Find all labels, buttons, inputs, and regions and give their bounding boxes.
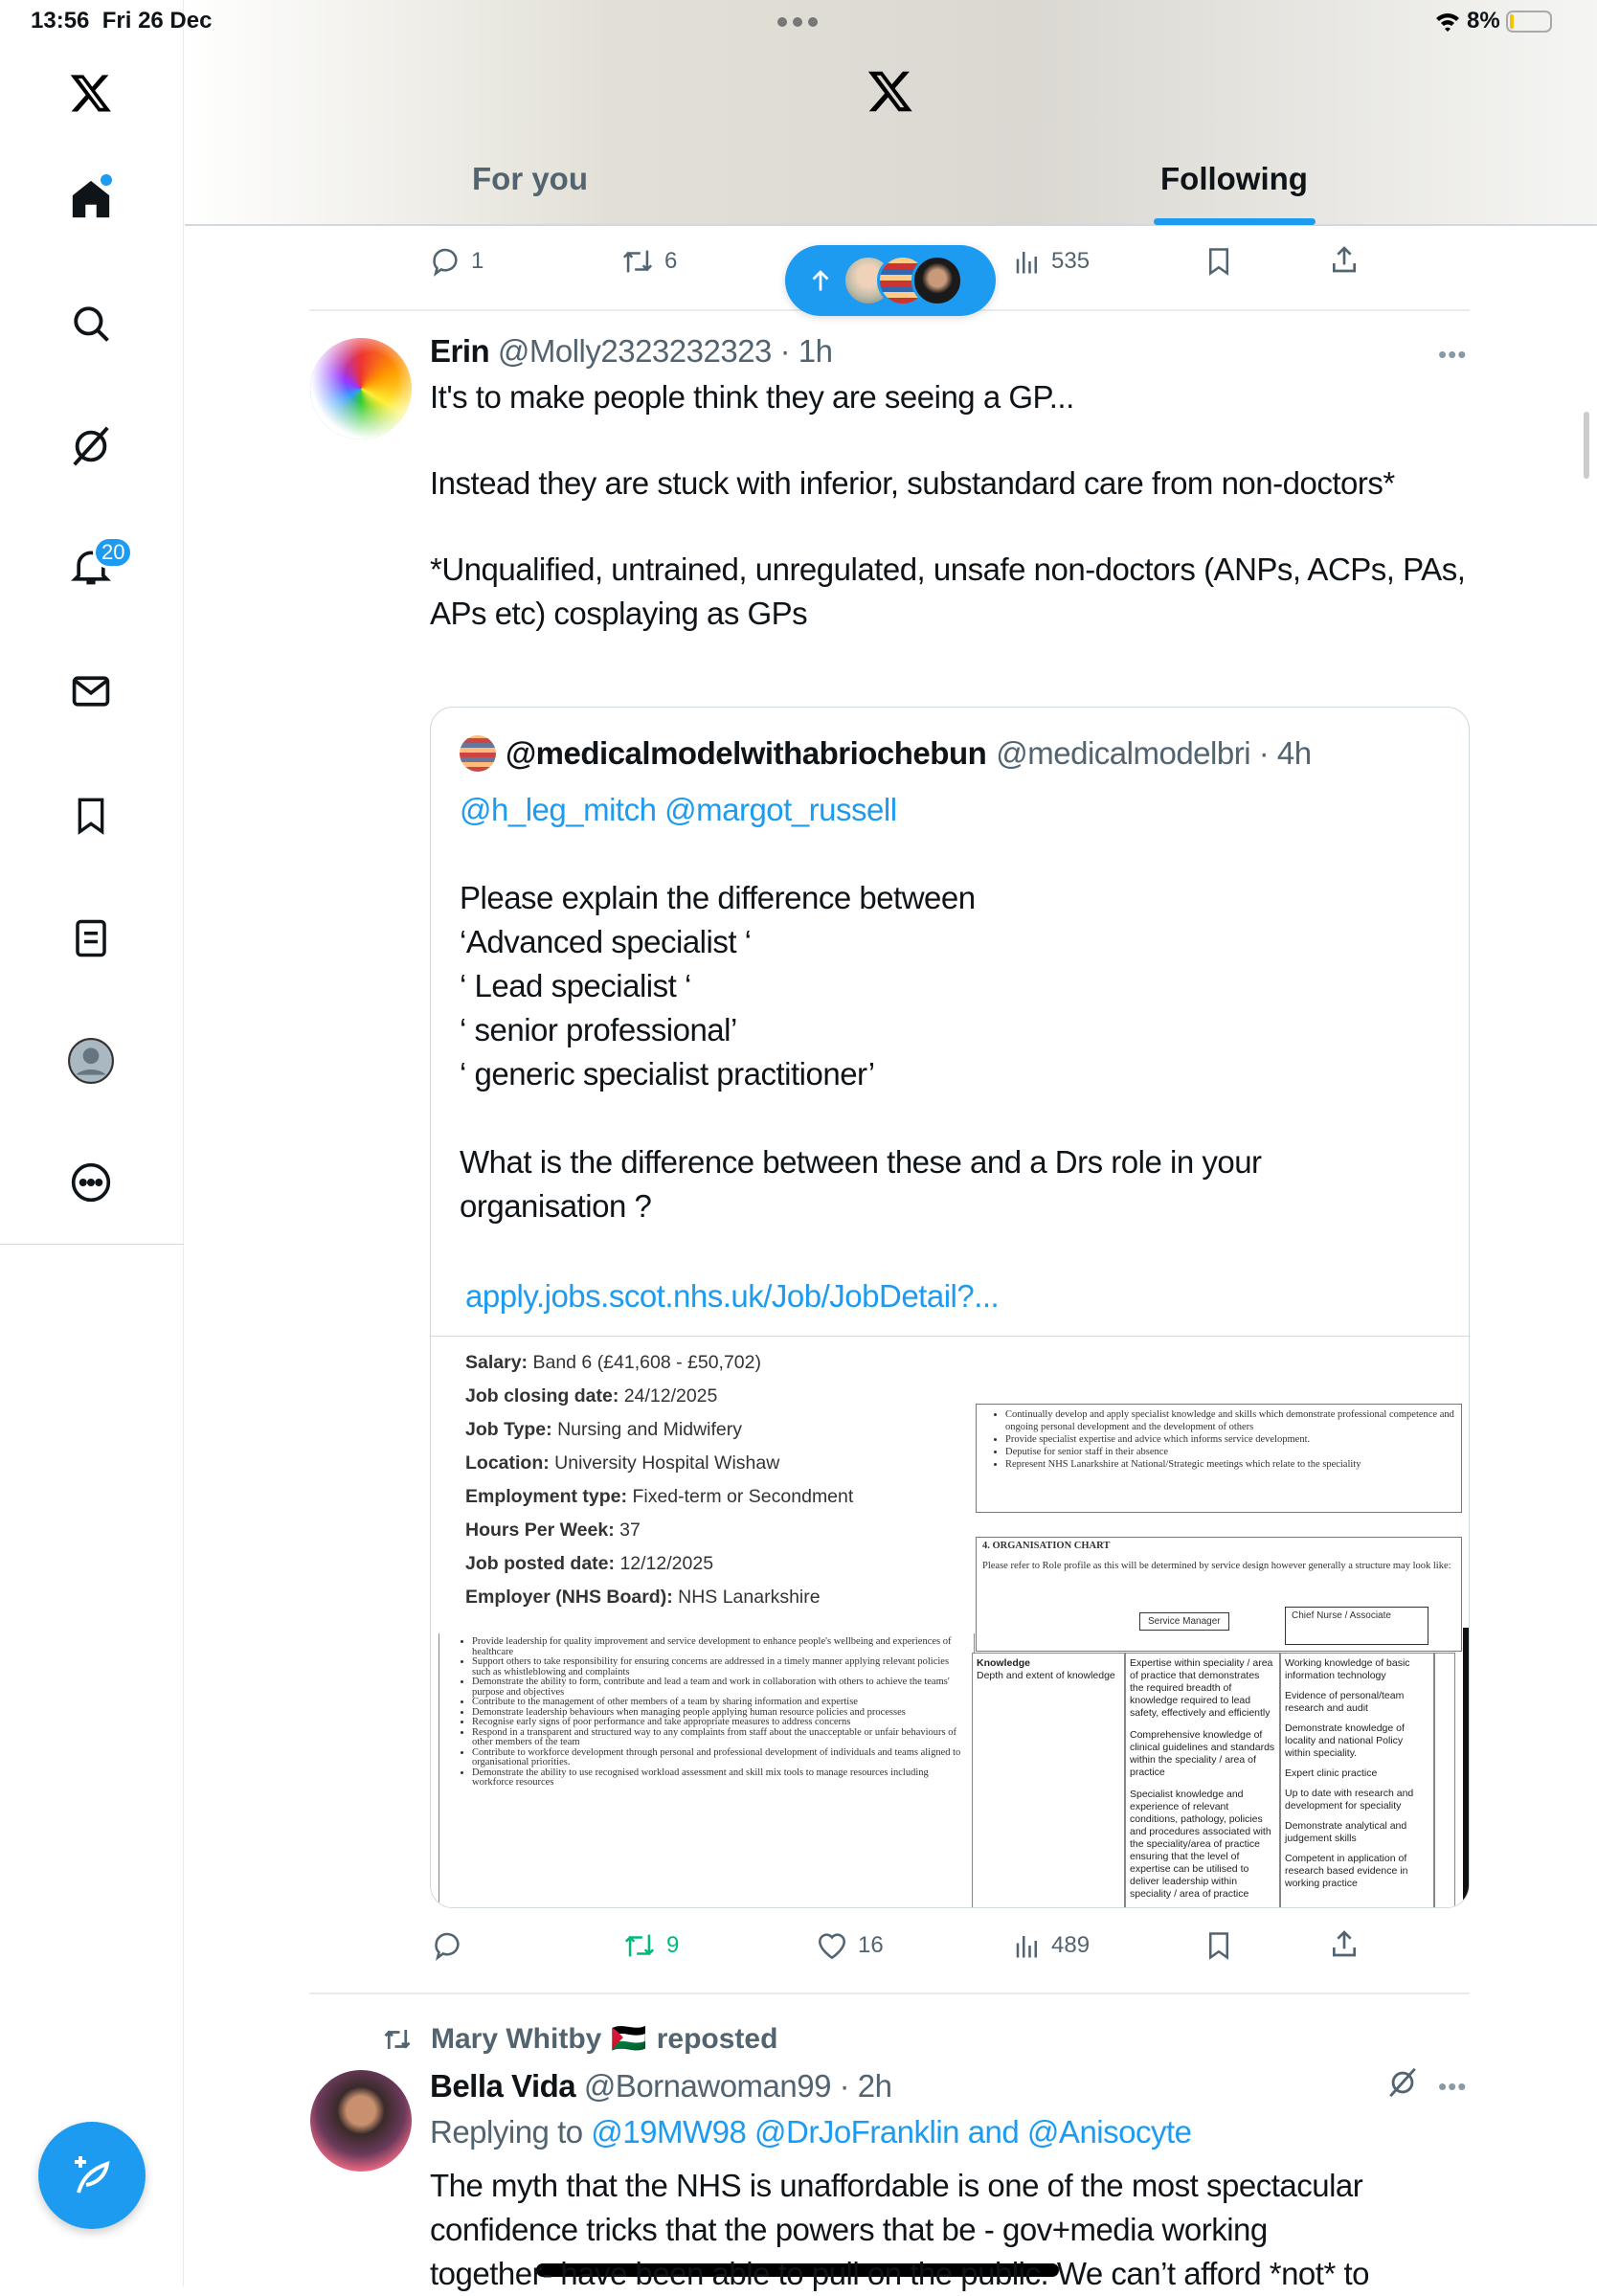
timestamp[interactable]: 1h — [798, 333, 833, 369]
multitasking-dots-icon[interactable] — [777, 17, 818, 27]
repost-icon — [620, 245, 655, 278]
tab-for-you[interactable]: For you — [472, 161, 588, 196]
tweet-header: Bella Vida @Bornawoman99 · 2h — [430, 2068, 892, 2104]
author-handle[interactable]: @Molly2323232323 — [497, 333, 772, 369]
timestamp[interactable]: 2h — [857, 2068, 892, 2104]
org-chart-box: 4. ORGANISATION CHART Please refer to Role profile as this will be determined by service design however generally a structure may look like: Service Manager Chief Nurse / Associate — [976, 1537, 1462, 1652]
lists-icon[interactable] — [64, 912, 118, 965]
more-options-icon[interactable] — [64, 1156, 118, 1209]
share-icon — [1329, 243, 1360, 276]
author-name[interactable]: Bella Vida — [430, 2068, 576, 2104]
x-logo-icon[interactable] — [64, 66, 118, 120]
profile-avatar-icon[interactable] — [64, 1034, 118, 1088]
duties-box: • Continually develop and apply specialist knowledge and skills which demonstrate professional competence and ongoing personal development and the development of others • Provide specialist expertise and advice which informs service development. • Deputise for senior staff in their absence • Represent NHS Lanarkshire at National/Strategic meetings which relate to the speciality — [976, 1404, 1462, 1513]
tweet-text: It's to make people think they are seeing a GP... Instead they are stuck with inferior, substandard care from non-doctors* *Unqualified, untrained, unregulated, unsafe non-doctors (ANPs, ACPs, PAs, APs etc) cosplaying as GPs — [430, 379, 1466, 631]
avatar[interactable] — [310, 2070, 412, 2172]
feather-plus-icon — [69, 2152, 115, 2198]
quoted-author-name: @medicalmodelwithabriochebun — [506, 735, 987, 771]
timeline-header — [185, 0, 1597, 226]
leadership-list: • Provide leadership for quality improvement and service development to enhance people's wellbeing and experiences of healthcare • Support others to take responsibility for ensuring concerns are addressed in a timely manner applying relevant policies such as whistleblowing and complaints • Demonstrate the ability to form, contribute and lead a team and work in collaboration with others to achieve the teams' purpose and objectives • Contribute to the management of other members of a team by sharing information and expertise • Demonstrate leadership behaviours when managing people applying human resource policies and processes • Recognise early signs of poor performance and take appropriate measures to address concerns • Respond in a transparent and structured way to any complaints from staff about the unacceptable or unfair behaviours of other members of the team • Contribute to workforce development through personal and professional development of individuals and teams aligned to organisational priorities. • Demonstrate the ability to use recognised workload assessment and skill mix tools to manage resources including workforce resources — [439, 1633, 975, 1908]
views-button[interactable]: 489 — [1013, 1929, 1090, 1962]
replying-to: Replying to @19MW98 @DrJoFranklin and @Anisocyte — [430, 2114, 1192, 2150]
sidebar-nav — [0, 0, 184, 1245]
grok-icon[interactable] — [1386, 2066, 1419, 2104]
reply-button[interactable]: 1 — [429, 245, 484, 278]
bookmark-icon — [1204, 1929, 1233, 1962]
views-chart-icon — [1013, 245, 1042, 278]
like-button[interactable]: 16 — [816, 1929, 884, 1962]
avatar — [911, 255, 963, 306]
avatar[interactable] — [310, 338, 412, 439]
search-icon[interactable] — [64, 297, 118, 350]
tab-following[interactable]: Following — [1160, 161, 1308, 196]
status-time: 13:56 Fri 26 Dec — [31, 8, 213, 34]
reply-icon — [431, 1929, 463, 1962]
more-options-icon[interactable]: ••• — [1438, 2072, 1468, 2101]
reply-icon — [429, 245, 461, 278]
repost-button[interactable]: 9 — [622, 1929, 679, 1962]
quoted-text: Please explain the difference between ‘Advanced specialist ‘ ‘ Lead specialist ‘ ‘ senior professional’ ‘ generic specialist practitioner’ What is the difference between these and a Drs role in your organisation ? — [460, 880, 1262, 1224]
reposted-by[interactable]: Mary Whitby 🇵🇸 reposted — [381, 2022, 777, 2056]
grok-icon[interactable] — [64, 419, 118, 473]
arrow-up-icon — [812, 269, 829, 292]
avatar — [460, 735, 496, 772]
quoted-author-handle: @medicalmodelbri — [996, 735, 1251, 771]
battery-percent: 8% — [1467, 8, 1500, 34]
author-name[interactable]: Erin — [430, 333, 490, 369]
tweet-text: The myth that the NHS is unaffordable is one of the most spectacular confidence tricks that the powers that be - gov+media working together- have been able to pull on the public. We can’t afford *not* to — [430, 2168, 1369, 2291]
x-logo-icon — [866, 67, 914, 120]
more-options-icon[interactable]: ••• — [1438, 340, 1468, 369]
job-advert-image[interactable] — [431, 1336, 1470, 1908]
reply-button[interactable] — [431, 1929, 473, 1962]
bookmarks-icon[interactable] — [64, 789, 118, 843]
notifications-bell-icon[interactable] — [64, 540, 125, 594]
author-handle[interactable]: @Bornawoman99 — [583, 2068, 831, 2104]
job-details: Salary: Band 6 (£41,608 - £50,702) Job closing date: 24/12/2025 Job Type: Nursing and Midwifery Location: University Hospital Wishaw Employment type: Fixed-term or Secondment Hours Per Week: 37 Job posted date: 12/12/2025 Employer (NHS Board): NHS Lanarkshire — [465, 1352, 854, 1608]
job-link[interactable]: apply.jobs.scot.nhs.uk/Job/JobDetail?... — [465, 1278, 1000, 1314]
views-button[interactable]: 535 — [1013, 245, 1090, 278]
bookmark-icon — [1204, 245, 1233, 278]
palestine-flag-icon: 🇵🇸 — [611, 2023, 647, 2055]
bookmark-button[interactable] — [1204, 1929, 1233, 1962]
tweet-header: Erin @Molly2323232323 · 1h — [430, 333, 833, 369]
bookmark-button[interactable] — [1204, 245, 1233, 278]
messages-envelope-icon[interactable] — [64, 664, 118, 718]
share-button[interactable] — [1329, 243, 1360, 276]
quoted-mentions[interactable]: @h_leg_mitch @margot_russell — [460, 792, 897, 827]
repost-button[interactable]: 6 — [620, 245, 677, 278]
knowledge-table: Knowledge Depth and extent of knowledge Expertise within speciality / area of practice that demonstrates the required breadth of knowledge required to lead safety, effectively and efficiently Comprehensive knowledge of clinical guidelines and standards within the speciality / area of practice Specialist knowledge and experience of relevant conditions, pathology, policies and procedures associated with the speciality/area of practice ensuring that the level of expertise can be utilised to deliver leadership within speciality / area of practice Working knowledge of basic information technology Evidence of personal/team research and audit Demonstrate knowledge of locality and national Policy within speciality. Expert clinic practice Up to date with research and development for speciality Demonstrate analytical and judgement skills Competent in application of research based evidence in working practice — [972, 1653, 1455, 1908]
compose-post-button[interactable] — [38, 2122, 146, 2229]
active-tab-indicator — [1154, 218, 1316, 225]
share-button[interactable] — [1329, 1927, 1360, 1960]
wifi-icon — [1434, 11, 1461, 32]
repost-icon — [381, 2025, 414, 2054]
repost-icon — [622, 1929, 657, 1962]
quoted-timestamp: 4h — [1276, 735, 1312, 771]
heart-icon — [816, 1929, 848, 1962]
battery-icon — [1506, 11, 1552, 33]
notifications-badge: 20 — [93, 536, 133, 569]
quoted-tweet-card[interactable]: @medicalmodelwithabriochebun @medicalmodelbri · 4h @h_leg_mitch @margot_russell Please explain the difference between ‘Advanced specialist ‘ ‘ Lead specialist ‘ ‘ senior professional’ ‘ generic specialist practitioner’ What is the difference between these and a Drs role in your organisation ? apply.jobs.scot.nhs.uk/Job/JobDetail?... Salary: Band 6 (£41,608 - £50,702) Job closing date: 24/12/2025 Job Type: Nursing and Midwifery Location: University Hospital Wishaw Employment type: Fixed-term or Secondment Hours Per Week: 37 Job posted date: 12/12/2025 Employer (NHS Board): NHS Lanarkshire • Continually develop and apply specialist knowledge and skills which demonstrate professional competence and ongoing personal development and the development of others • Provide specialist expertise and advice which informs service development. • Deputise for senior staff in their absence • Represent NHS Lanarkshire at National/Strategic meetings which relate to the speciality 4. ORGANISATION CHART Please refer to Role profile as this will be determined by service design however generally a structure may look like: Service Manager Chief Nurse / Associate • Provide leadership for quality improvement and service development to enhance people's wellbeing and experiences of healthcare • Support others to take responsibility for ensuring concerns are addressed in a timely manner applying relevant policies such as whistleblowing and complaints • Demonstrate the ability to form, contribute and lead a team and work in collaboration with others to achieve the teams' purpose and objectives • Contribute to the management of other members of a team by sharing information and expertise • Demonstrate leadership behaviours when managing people applying human resource policies and processes • Recognise early signs of poor performance and take appropriate measures to address concerns • Respond in a transparent and structured way to any complaints from staff about the unacceptable or unfair behaviours of other members of the team • Contribute to workforce development through personal and professional development of individuals and teams aligned to organisational priorities. • Demonstrate the ability to use recognised workload assessment and skill mix tools to manage resources including workforce resources Knowledge Depth and extent of knowledge Expertise within speciality / area of practice that demonstrates the required breadth of knowledge required to lead safety, effectively and efficiently Comprehensive knowledge of clinical guidelines and standards within the speciality / area of practice Specialist knowledge and experience of relevant conditions, pathology, policies and procedures associated with the speciality/area of practice ensuring that the level of expertise can be utilised to deliver leadership within speciality / area of practice Working knowledge of basic information technology Evidence of personal/team research and audit Demonstrate knowledge of locality and national Policy within speciality. Expert clinic practice Up to date with research and development for speciality Demonstrate analytical and judgement skills Competent in application of research based evidence in working practice — [430, 707, 1470, 1908]
share-icon — [1329, 1927, 1360, 1960]
scrollbar[interactable] — [1584, 412, 1589, 479]
home-icon[interactable] — [64, 172, 118, 226]
new-posts-pill-button[interactable] — [785, 245, 996, 316]
views-chart-icon — [1013, 1929, 1042, 1962]
